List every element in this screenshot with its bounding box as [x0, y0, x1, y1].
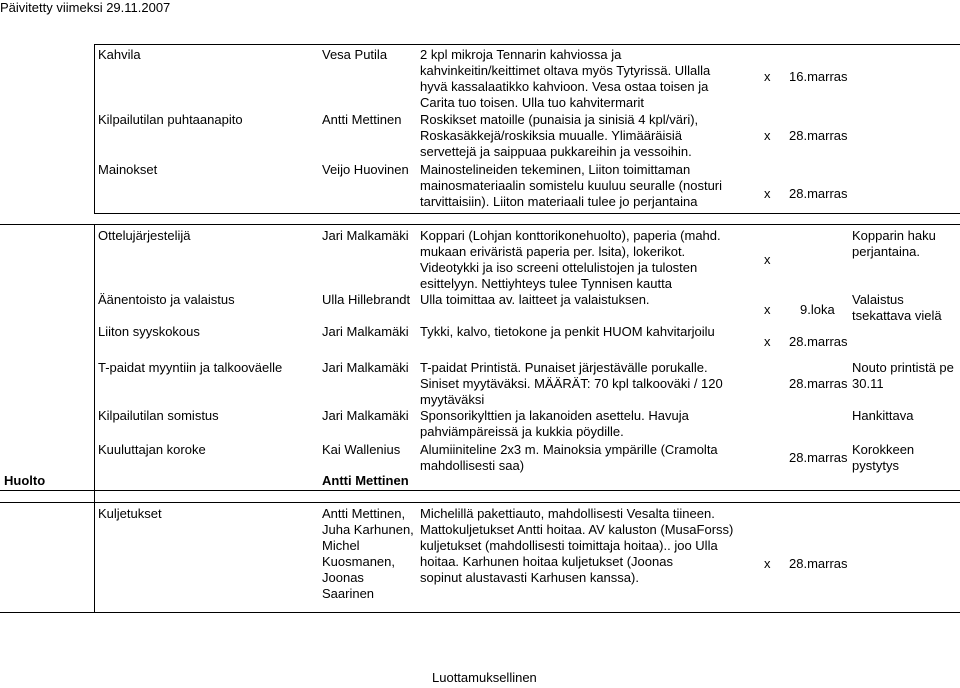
person-cell: Antti Mettinen: [322, 112, 402, 127]
desc-line: Tykki, kalvo, tietokone ja penkit HUOM kahvitarjoilu: [420, 324, 715, 339]
person-line: Juha Karhunen,: [322, 522, 414, 537]
desc-line: Mainostelineiden tekeminen, Liiton toimittaman: [420, 162, 691, 177]
task-cell: Kuuluttajan koroke: [98, 442, 206, 457]
desc-line: Michelillä pakettiauto, mahdollisesti Vesalta tiineen.: [420, 506, 715, 521]
person-cell: Jari Malkamäki: [322, 324, 409, 339]
transport-border-top: [0, 502, 960, 503]
desc-line: Alumiiniteline 2x3 m. Mainoksia ympärille (Cramolta: [420, 442, 718, 457]
desc-line: esittelyyn. Nettiyhteys tulee Tynnisen kautta: [420, 276, 672, 291]
desc-line: kahvinkeitin/keittimet oltava myös Tytyrissä. Ullalla: [420, 63, 711, 78]
desc-line: sopinut alustavasti Karhusen kanssa).: [420, 570, 639, 585]
done-mark: x: [764, 69, 771, 84]
person-cell: Veijo Huovinen: [322, 162, 409, 177]
date-cell: 28.marras: [789, 186, 848, 201]
date-cell: 28.marras: [789, 376, 848, 391]
note-line: Kopparin haku: [852, 228, 936, 243]
desc-line: Carita tuo toisen. Ulla tuo kahvitermarit: [420, 95, 644, 110]
lower-table-border-left: [94, 224, 95, 613]
person-cell: Vesa Putila: [322, 47, 388, 62]
desc-line: pahviämpäreissä ja kukkia pöydille.: [420, 424, 624, 439]
desc-line: Mattokuljetukset Antti hoitaa. AV kaluston (MusaForss): [420, 522, 734, 537]
person-cell: Ulla Hillebrandt: [322, 292, 411, 307]
person-cell: Antti Mettinen: [322, 473, 409, 488]
person-line: Kuosmanen,: [322, 554, 395, 569]
date-cell: 16.marras: [789, 69, 848, 84]
desc-line: Koppari (Lohjan konttorikonehuolto), paperia (mahd.: [420, 228, 721, 243]
task-cell: Kahvila: [98, 47, 141, 62]
done-mark: x: [764, 252, 771, 267]
note-line: Valaistus: [852, 292, 904, 307]
top-table-border-bottom: [94, 213, 960, 214]
note-line: 30.11: [852, 376, 884, 391]
note-line: Korokkeen: [852, 442, 915, 457]
note-line: Nouto printistä pe: [852, 360, 954, 375]
person-cell: Jari Malkamäki: [322, 408, 409, 423]
desc-line: mainosmateriaalin somistelu kuuluu seuralle (nosturi: [420, 178, 723, 193]
person-cell: Jari Malkamäki: [322, 228, 409, 243]
desc-line: tarvittaisiin). Liiton materiaali tulee jo perjantaina: [420, 194, 698, 209]
task-cell: Äänentoisto ja valaistus: [98, 292, 235, 307]
note-line: Hankittava: [852, 408, 914, 423]
lower-table-border-top: [0, 224, 960, 225]
date-cell: 28.marras: [789, 128, 848, 143]
done-mark: x: [764, 128, 771, 143]
desc-line: mukaan eriväristä paperia per. lsita), lokerikot.: [420, 244, 686, 259]
note-line: tsekattava vielä: [852, 308, 942, 323]
desc-line: 2 kpl mikroja Tennarin kahviossa ja: [420, 47, 622, 62]
person-line: Antti Mettinen,: [322, 506, 406, 521]
desc-line: Sponsorikylttien ja lakanoiden asettelu. Havuja: [420, 408, 689, 423]
date-cell: 28.marras: [789, 556, 848, 571]
desc-line: kuljetukset (mahdollisesti toimittaja hoitaa).. joo Ulla: [420, 538, 718, 553]
top-table-border-top: [94, 44, 960, 45]
person-line: Michel: [322, 538, 360, 553]
done-mark: x: [764, 302, 771, 317]
desc-line: servettejä ja saippuaa pukkareihin ja vessoihin.: [420, 144, 692, 159]
footer-confidential: Luottamuksellinen: [432, 670, 537, 685]
done-mark: x: [764, 556, 771, 571]
person-line: Joonas: [322, 570, 364, 585]
updated-date: Päivitetty viimeksi 29.11.2007: [0, 0, 171, 15]
section-label: Huolto: [4, 473, 46, 488]
task-cell: Kuljetukset: [98, 506, 162, 521]
desc-line: T-paidat Printistä. Punaiset järjestävälle porukalle.: [420, 360, 708, 375]
desc-line: Roskikset matoille (punaisia ja sinisiä 4 kpl/väri),: [420, 112, 699, 127]
date-cell: 28.marras: [789, 334, 848, 349]
note-line: perjantaina.: [852, 244, 920, 259]
task-cell: Kilpailutilan somistus: [98, 408, 219, 423]
desc-line: Ulla toimittaa av. laitteet ja valaistuksen.: [420, 292, 650, 307]
date-cell: 28.marras: [789, 450, 848, 465]
date-cell: 9.loka: [800, 302, 835, 317]
top-table-border-left: [94, 44, 95, 214]
desc-line: Roskasäkkejä/roskiksia muualle. Ylimääräisiä: [420, 128, 683, 143]
note-line: pystytys: [852, 458, 899, 473]
person-cell: Jari Malkamäki: [322, 360, 409, 375]
desc-line: hyvä kassalaatikko kahvioon. Vesa ostaa toisen ja: [420, 79, 709, 94]
task-cell: Liiton syyskokous: [98, 324, 200, 339]
desc-line: mahdollisesti saa): [420, 458, 525, 473]
desc-line: hoitaa. Karhunen hoitaa kuljetukset (Joonas: [420, 554, 673, 569]
desc-line: Videotykki ja iso screeni ottelulistojen ja tulosten: [420, 260, 698, 275]
task-cell: Mainokset: [98, 162, 158, 177]
task-cell: Ottelujärjestelijä: [98, 228, 191, 243]
done-mark: x: [764, 334, 771, 349]
person-line: Saarinen: [322, 586, 375, 601]
transport-border-bottom: [0, 612, 960, 613]
desc-line: Siniset myytäväksi. MÄÄRÄT: 70 kpl talkooväki / 120: [420, 376, 723, 391]
task-cell: Kilpailutilan puhtaanapito: [98, 112, 243, 127]
done-mark: x: [764, 186, 771, 201]
task-cell: T-paidat myyntiin ja talkooväelle: [98, 360, 283, 375]
desc-line: myytäväksi: [420, 392, 485, 407]
person-cell: Kai Wallenius: [322, 442, 401, 457]
lower-table-border-bottom: [0, 490, 960, 491]
